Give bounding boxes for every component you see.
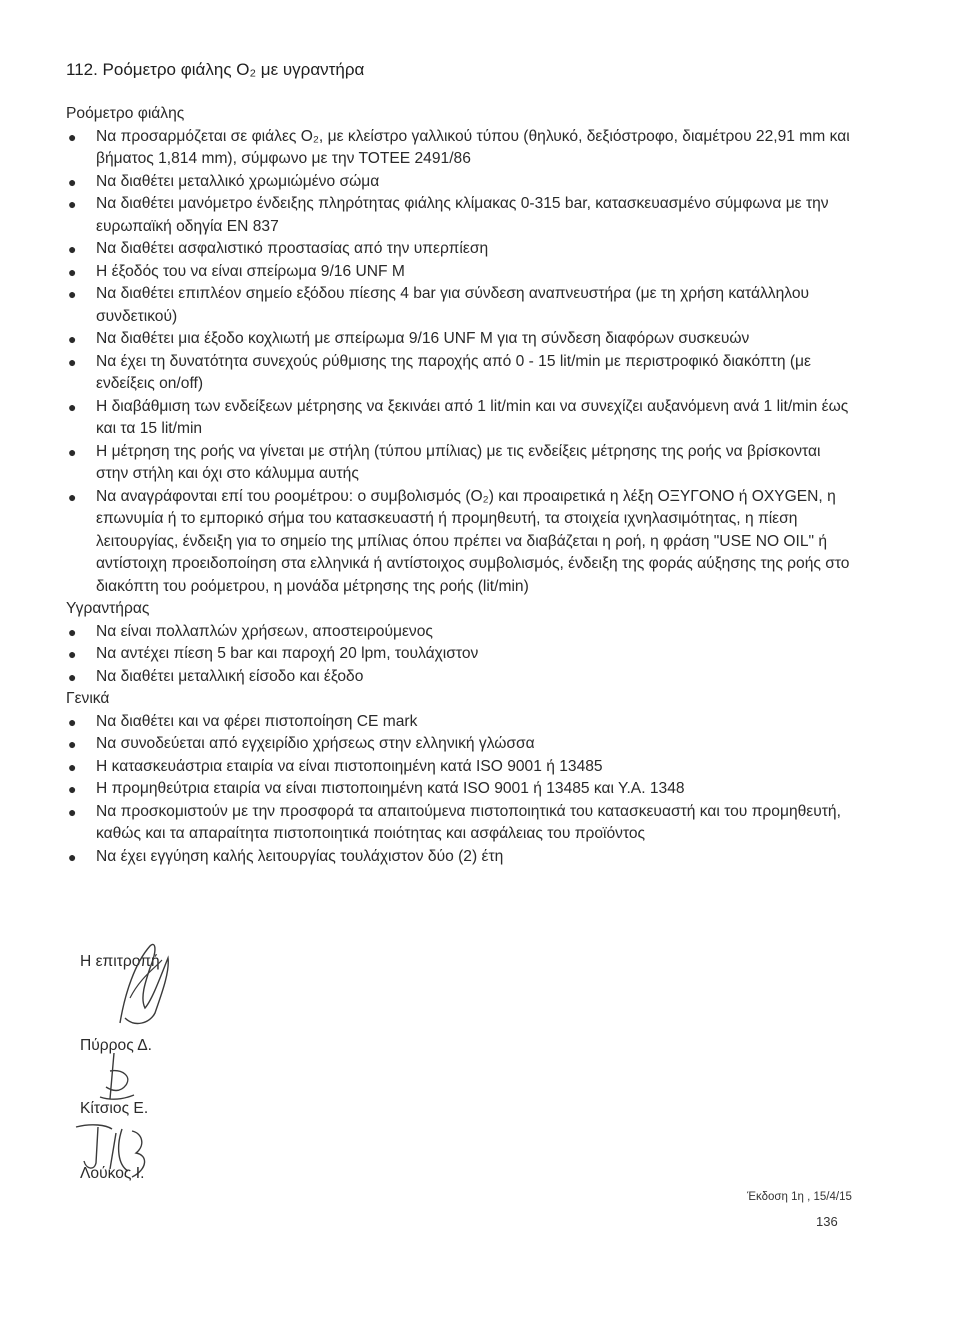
list-item [66,396,856,441]
bullet: ● [68,173,77,190]
list-item [66,621,856,644]
list-item [66,283,856,328]
page-number: 136 [816,1214,838,1229]
list-item [66,238,856,261]
bullet: ● [68,736,77,752]
item-list [66,711,856,869]
bullet: ● [68,646,77,662]
item-text: Η έξοδός του να είναι σπείρωμα 9/16 UNF M [96,262,405,280]
bullet: ● [68,758,77,775]
signature-mark [92,1051,142,1106]
item-text: Η διαβάθμιση των ενδείξεων μέτρησης να ξεκινάει από 1 lit/min και να συνεχίζει αυξανόμενη ανά 1 lit/min έως και τα 15 lit/min [96,397,849,437]
item-text: Να διαθέτει μεταλλικό χρωμιώμένο σώμα [96,172,380,190]
list-item [66,441,856,486]
bullet: ● [68,668,77,685]
bullet: ● [68,398,77,415]
item-text: Η προμηθεύτρια εταιρία να είναι πιστοποιημένη κατά ISO 9001 ή 13485 και Υ.Α. 1348 [96,780,685,797]
section-flowmeter [66,103,856,598]
committee-label: Η επιτροπή [80,953,160,970]
item-text: Η κατασκευάστρια εταιρία να είναι πιστοποιημένη κατά ISO 9001 ή 13485 [96,757,603,775]
list-item [66,733,856,756]
list-item [66,801,856,846]
item-text: Να διαθέτει επιπλέον σημείο εξόδου πίεσης 4 bar για σύνδεση αναπνευστήρα (με τη χρήση κατάλληλου συνδετικού) [96,285,810,325]
signature-mark [100,938,180,1033]
list-item [66,351,856,396]
bullet: ● [68,848,77,865]
item-text: Να αναγράφονται επί του ροομέτρου: ο συμβολισμός (O₂) και προαιρετικά η λέξη ΟΞΥΓΟΝΟ ή OXYGEN, η επωνυμία ή το εμπορικό σήμα του κατασκευαστή ή προμηθευτή, τα στοιχεία ιχνηλασιμότητας, η πίεση λειτουργίας, ένδειξη για το σημείο της μπίλιας όπου πρέπει να διαβάζεται η ροή, η φράση "USE NO OIL" ή αντίστοιχη προειδοποίηση στα ελληνικά ή αντίστοιχος συμβολισμός, ένδειξη της φοράς αύξησης της ροής στο διακόπτη του ροόμετρου, η μονάδα μέτρησης της ροής (lit/min) [96,487,850,595]
item-text: Να προσαρμόζεται σε φιάλες O₂, με κλείστρο γαλλικού τύπου (θηλυκό, δεξιόστροφο, διαμέτρου 22,91 mm και βήματος 1,814 mm), σύμφωνο με την ΤΟΤΕΕ 2491/86 [96,127,850,167]
list-item [66,171,856,194]
list-item [66,193,856,238]
bullet: ● [68,128,77,145]
bullet: ● [68,263,77,280]
bullet: ● [68,286,77,302]
document-body [66,103,856,868]
section-heading: Γενικά [66,690,110,707]
list-item [66,756,856,779]
item-text: Να διαθέτει μανόμετρο ένδειξης πληρότητας φιάλης κλίμακας 0-315 bar, κατασκευασμένο σύμφωνα με την ευρωπαϊκή οδηγία EN 837 [96,195,829,235]
document-title: 112. Ροόμετρο φιάλης O₂ με υγραντήρα [66,60,365,79]
list-item [66,126,856,171]
item-list [66,621,856,689]
item-text: Να διαθέτει και να φέρει πιστοποίηση CE mark [96,712,418,730]
item-text: Να έχει τη δυνατότητα συνεχούς ρύθμισης της παροχής από 0 - 15 lit/min με περιστροφικό διακόπτη (με ενδείξεις on/off) [96,352,811,392]
section-humidifier [66,598,856,688]
bullet: ● [68,196,77,212]
bullet: ● [68,488,77,505]
committee-member: Κίτσιος Ε. [80,1100,149,1117]
item-list [66,126,856,599]
item-text: Η μέτρηση της ροής να γίνεται με στήλη (τύπου μπίλιας) με τις ενδείξεις μέτρησης της ροής να βρίσκονται στην στήλη και όχι στο κάλυμμα αυτής [96,442,821,482]
bullet: ● [68,803,77,820]
item-text: Να αντέχει πίεση 5 bar και παροχή 20 lpm, τουλάχιστον [96,645,479,662]
bullet: ● [68,623,77,640]
item-text: Να προσκομιστούν με την προσφορά τα απαιτούμενα πιστοποιητικά του κατασκευαστή και του προμηθευτή, καθώς και τα απαραίτητα πιστοποιητικά ποιότητας και ασφάλειας του προϊόντος [96,802,841,842]
section-general [66,688,856,868]
item-text: Να είναι πολλαπλών χρήσεων, αποστειρούμενος [96,622,433,640]
bullet: ● [68,353,77,370]
bullet: ● [68,443,77,460]
list-item [66,778,856,801]
item-text: Να διαθέτει μια έξοδο κοχλιωτή με σπείρωμα 9/16 UNF M για τη σύνδεση διαφόρων συσκευών [96,330,750,347]
list-item [66,666,856,689]
section-heading: Υγραντήρας [66,600,150,617]
list-item [66,328,856,351]
edition-note: Έκδοση 1η , 15/4/15 [747,1191,852,1203]
committee-member: Λούκος Ι. [80,1165,145,1182]
committee-member: Πύρρος Δ. [80,1037,152,1054]
item-text: Να διαθέτει ασφαλιστικό προστασίας από την υπερπίεση [96,240,489,257]
list-item [66,846,856,869]
bullet: ● [68,781,77,797]
list-item [66,486,856,599]
section-heading: Ροόμετρο φιάλης [66,105,185,122]
item-text: Να διαθέτει μεταλλική είσοδο και έξοδο [96,667,364,685]
committee-block [80,953,340,1193]
list-item [66,643,856,666]
list-item [66,261,856,284]
bullet: ● [68,331,77,347]
bullet: ● [68,713,77,730]
list-item [66,711,856,734]
item-text: Να έχει εγγύηση καλής λειτουργίας τουλάχιστον δύο (2) έτη [96,847,504,865]
item-text: Να συνοδεύεται από εγχειρίδιο χρήσεως στην ελληνική γλώσσα [96,735,535,752]
bullet: ● [68,241,77,257]
